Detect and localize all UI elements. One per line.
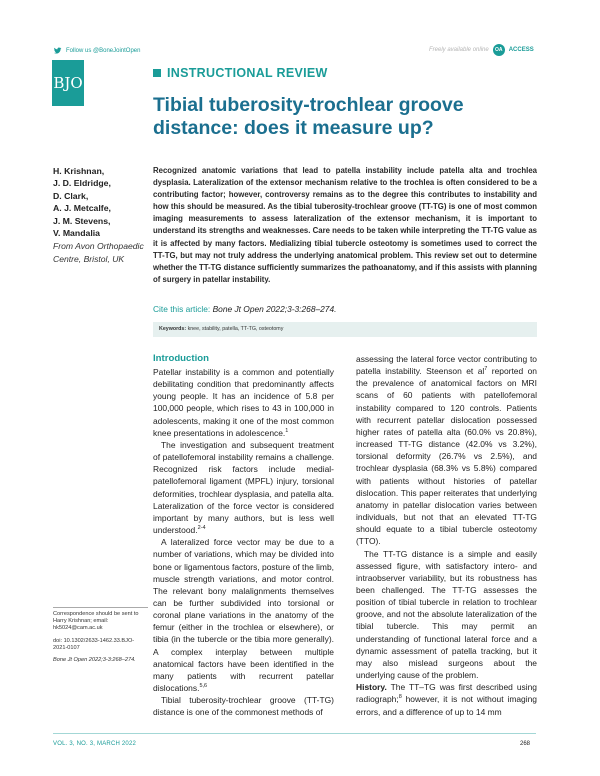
reference: 2-4	[197, 525, 206, 532]
paragraph-text: The TT–TG was first described using radiograph;	[356, 682, 537, 705]
section-square-icon	[153, 69, 161, 77]
free-text: Freely available online	[429, 47, 489, 53]
footer-volume: VOL. 3, NO. 3, MARCH 2022	[53, 741, 137, 747]
affiliation-line-1: From Avon Orthopaedic	[53, 241, 144, 251]
body-column-left	[153, 353, 334, 719]
correspondence-text: Correspondence should be sent to Harry Krishnan; email: hk5024@cam.ac.uk	[53, 611, 139, 632]
access-text: ACCESS	[508, 47, 534, 53]
keywords-value: knee, stability, patella, TT-TG, osteotomy	[187, 326, 284, 332]
keywords-box	[153, 322, 537, 337]
intro-heading: Introduction	[153, 353, 209, 364]
author: D. Clark,	[53, 190, 89, 201]
affiliation-line-2: Centre, Bristol, UK	[53, 253, 125, 264]
body-column-right	[356, 353, 537, 718]
keywords-label: Keywords:	[159, 326, 187, 332]
reference: 8	[398, 694, 402, 701]
open-access-badge	[429, 44, 534, 56]
paragraph-text: reported on the prevalence of anatomical factors on MRI scans of 60 patients with patellofemoral instability compared to 120 controls. Patients with recurrent patellar dislocation possessed higher rates of patella alta (60.0% vs 20.8%), increased TT-TG distance (42.0% vs 3.2%), torsional deformity (26.7% vs 2.5%), and trochlear dysplasia (68.3% vs 5.8%) compared with patients without histories of patellar dislocation. This paper reiterates that underlying anatomy in patellar dislocation varies between individuals, but not that an elevated TT-TG should equate to a tibial tubercle osteotomy (TTO).	[356, 366, 537, 547]
journal-logo	[52, 60, 84, 106]
reference: 1	[285, 427, 289, 434]
affiliation	[53, 240, 153, 265]
paragraph-text: assessing the lateral force vector contributing to patella instability. Steenson et al	[356, 354, 537, 377]
author: V. Mandalia	[53, 228, 100, 239]
section-tag	[153, 66, 328, 80]
article-title	[153, 94, 533, 140]
author: H. Krishnan,	[53, 166, 105, 176]
cite-label: Cite this article:	[153, 304, 211, 314]
paragraph	[153, 536, 334, 694]
cite-value: Bone Jt Open 2022;3-3:268–274.	[212, 304, 337, 314]
twitter-icon	[53, 46, 62, 55]
author: A. J. Metcalfe,	[53, 203, 111, 214]
paragraph: Tibial tuberosity-trochlear groove (TT-TG) distance is one of the commonest methods of	[153, 695, 334, 718]
divider	[53, 607, 148, 608]
abstract: Recognized anatomic variations that lead to patella instability include patella alta and trochlea dysplasia. Lateralization of the extensor mechanism relative to the trochlea is often considered to be a contributing factor; however, controversy remains as to the degree this contributes to instability and how this should be measured. As the tibial tuberosity-trochlear groove (TT-TG) is one of most common imaging measurements to assess lateralization of the extensor mechanism, it is important to understand its strengths and weaknesses. Care needs to be taken while interpreting the TT-TG value as it is affected by many factors. Medializing tibial tubercle osteotomy is sometimes used to correct the TT-TG, but may not truly address the underlying anatomical problem. This review set out to determine whether the TT-TG distance sufficiently summarizes the pathoanatomy, and if this assists with planning of surgery in patellar instability.	[153, 166, 537, 284]
paragraph	[153, 366, 334, 439]
reference: 7	[484, 366, 488, 373]
footer-divider	[53, 733, 536, 734]
author: J. M. Stevens,	[53, 215, 111, 226]
paragraph-text: The investigation and subsequent treatment of patellofemoral instability remains a challenge. Recognized risk factors include medial-patellofemoral ligament (MPFL) injury, torsional deformities, trochlear dysplasia, and patella alta. Lateralization of the force vector is considered important by many authors, but is less well understood.	[153, 439, 334, 536]
open-access-icon: OA	[493, 44, 505, 56]
paragraph-text: A lateralized force vector may be due to a number of variations, which may be divided into bone or ligamentous factors, posture of the limb, muscle strength variations, and motor control. The relevant bony malalignments themselves can be further subdivided into torsional or coronal plane variations in the anatomy of the femur (either in the trochlea or elsewhere), or tibia (in the tubercle or the tibia more generally). A complex interplay between multiple anatomical factors have been identified in the many patients with recurrent patellar dislocations.	[153, 537, 334, 694]
paragraph: The TT-TG distance is a simple and easily assessed figure, with satisfactory intero- and intraobserver variability, but its robustness has been challenged. The TT-TG assesses the position of tibial tubercle in relation to trochlear groove, and not the absolute lateralization of the tibial tubercle. This may permit an understanding of functional lateral force and a dynamic assessment of patella tracking, but it may also mislead surgeons about the underlying cause of the problem.	[356, 548, 537, 681]
reference: 5,6	[199, 683, 208, 690]
paragraph	[153, 439, 334, 536]
author: J. D. Eldridge,	[53, 178, 111, 189]
citation	[153, 304, 336, 314]
page-number: 268	[520, 741, 531, 747]
paragraph-text: Patellar instability is a common and potentially debilitating condition that predominantly affects young people. It has an incidence of 5.8 per 100,000 people, which rises to 43 in 100,000 in adolescents, making it one of the most common knee presentations in adolescence.	[153, 367, 334, 438]
journal-ref: Bone Jt Open 2022;3-3:268–274.	[53, 657, 136, 664]
logo-text: BJO	[53, 74, 83, 92]
correspondence	[53, 607, 148, 664]
paragraph	[356, 681, 537, 717]
doi-text: doi: 10.1302/2633-1462.33.BJO-2021-0107	[53, 637, 135, 651]
title-line-1: Tibial tuberosity-trochlear groove	[153, 94, 464, 116]
paragraph	[356, 353, 537, 548]
section-label: INSTRUCTIONAL REVIEW	[167, 66, 328, 80]
follow-link[interactable]	[53, 46, 140, 55]
follow-text: Follow us @BoneJointOpen	[66, 47, 141, 54]
history-heading: History.	[356, 682, 387, 693]
title-line-2: distance: does it measure up?	[153, 117, 434, 139]
author-list	[53, 165, 111, 239]
paragraph-text: however, it is not without imaging errors, and a difference of up to 14 mm	[356, 694, 537, 717]
